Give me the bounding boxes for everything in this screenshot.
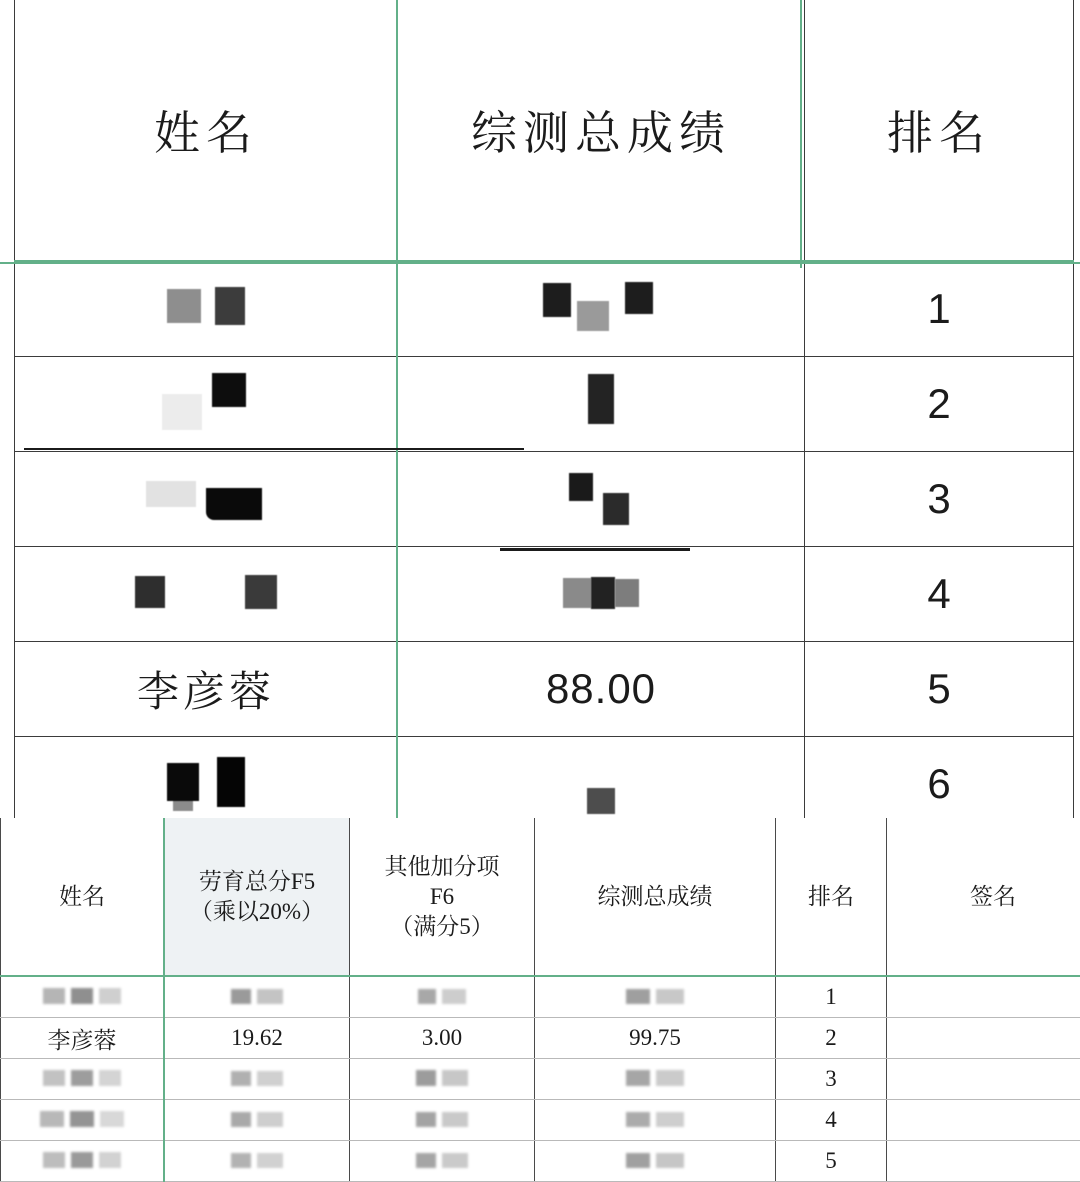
redaction-block	[167, 287, 245, 325]
redaction-block	[626, 1112, 684, 1127]
redaction-block	[43, 1152, 121, 1168]
scan-artifact-line	[500, 548, 690, 551]
cell-score-redacted	[398, 547, 805, 642]
detail-column-header-rank: 排名	[776, 818, 887, 976]
detail-cell-signature	[887, 1141, 1080, 1182]
redaction-block	[416, 1153, 468, 1168]
detail-cell-total: 99.75	[535, 1018, 776, 1059]
redaction-block	[43, 1070, 121, 1086]
table-row	[15, 357, 1074, 452]
redaction-block	[40, 1111, 124, 1127]
detail-cell-total-redacted	[535, 1059, 776, 1100]
detail-cell-rank: 2	[776, 1018, 887, 1059]
detail-cell-name-redacted	[1, 1059, 165, 1100]
detail-table-row	[1, 1141, 1080, 1182]
redaction-block	[167, 757, 245, 807]
scan-artifact-line	[24, 448, 524, 450]
detail-table-row	[1, 1100, 1080, 1141]
redaction-block	[418, 989, 466, 1004]
detail-cell-f6-redacted	[350, 1141, 535, 1182]
detail-cell-rank: 1	[776, 976, 887, 1018]
detail-cell-f6-redacted	[350, 1100, 535, 1141]
cell-rank: 6	[805, 737, 1074, 832]
detail-column-header-signature: 签名	[887, 818, 1080, 976]
labor-total-line2: （乘以20%）	[166, 897, 348, 927]
redaction-block	[543, 289, 659, 323]
redaction-block	[231, 1071, 283, 1086]
detail-column-header-total-score: 综测总成绩	[535, 818, 776, 976]
redaction-block	[231, 1112, 283, 1127]
detail-cell-name-redacted	[1, 1141, 165, 1182]
detail-table-container	[0, 818, 1080, 1173]
detail-cell-f5-redacted	[164, 1059, 350, 1100]
table-row	[15, 452, 1074, 547]
table-row	[15, 642, 1074, 737]
detail-cell-total-redacted	[535, 1100, 776, 1141]
cell-score-redacted	[398, 357, 805, 452]
cell-rank: 5	[805, 642, 1074, 737]
cell-name-redacted	[15, 547, 398, 642]
table-row	[15, 261, 1074, 357]
redaction-block	[626, 1070, 684, 1086]
redaction-block	[587, 772, 615, 798]
redaction-block	[563, 577, 639, 609]
cell-rank: 1	[805, 261, 1074, 357]
detail-table-header-row	[1, 818, 1080, 976]
detail-cell-rank: 5	[776, 1141, 887, 1182]
redaction-block	[416, 1070, 468, 1086]
detail-cell-name-redacted	[1, 1100, 165, 1141]
detail-table-row	[1, 1059, 1080, 1100]
vertical-divider-score-rank	[800, 0, 802, 268]
detail-cell-f6-redacted	[350, 1059, 535, 1100]
top-score-table	[14, 0, 1074, 832]
detail-cell-f5-redacted	[164, 976, 350, 1018]
redaction-block	[416, 1112, 468, 1127]
column-header-rank: 排名	[805, 0, 1074, 261]
detail-cell-rank: 4	[776, 1100, 887, 1141]
cell-rank: 4	[805, 547, 1074, 642]
detail-cell-f5: 19.62	[164, 1018, 350, 1059]
header-separator-line	[0, 262, 1080, 264]
labor-total-line1: 劳育总分F5	[166, 867, 348, 897]
redaction-block	[588, 374, 614, 424]
cell-score: 88.00	[398, 642, 805, 737]
detail-cell-total-redacted	[535, 1141, 776, 1182]
detail-cell-signature	[887, 1059, 1080, 1100]
detail-table-row	[1, 1018, 1080, 1059]
cell-name-redacted	[15, 357, 398, 452]
column-header-name: 姓名	[15, 0, 398, 261]
detail-cell-f6-redacted	[350, 976, 535, 1018]
redaction-block	[146, 484, 266, 516]
redaction-block	[135, 575, 277, 609]
redaction-block	[231, 989, 283, 1004]
redaction-block	[231, 1153, 283, 1168]
detail-column-header-name: 姓名	[1, 818, 165, 976]
redaction-block	[626, 1153, 684, 1168]
table-row	[15, 547, 1074, 642]
detail-column-header-other-bonus	[350, 818, 535, 976]
detail-cell-f5-redacted	[164, 1141, 350, 1182]
detail-cell-name: 李彦蓉	[1, 1018, 165, 1059]
cell-name: 李彦蓉	[15, 642, 398, 737]
detail-column-header-labor-total	[164, 818, 350, 976]
detail-cell-total-redacted	[535, 976, 776, 1018]
detail-cell-f5-redacted	[164, 1100, 350, 1141]
cell-rank: 3	[805, 452, 1074, 547]
cell-name-redacted	[15, 261, 398, 357]
detail-table	[0, 818, 1080, 1182]
redaction-block	[626, 989, 684, 1004]
detail-cell-signature	[887, 1100, 1080, 1141]
cell-rank: 2	[805, 357, 1074, 452]
cell-score-redacted	[398, 452, 805, 547]
redaction-block	[162, 382, 250, 418]
column-header-total-score: 综测总成绩	[398, 0, 805, 261]
other-bonus-line1: 其他加分项	[351, 852, 533, 882]
detail-cell-signature	[887, 1018, 1080, 1059]
detail-table-row	[1, 976, 1080, 1018]
other-bonus-line3: （满分5）	[351, 912, 533, 942]
detail-cell-signature	[887, 976, 1080, 1018]
other-bonus-line2: F6	[351, 882, 533, 912]
cell-score-redacted	[398, 261, 805, 357]
cell-name-redacted	[15, 452, 398, 547]
redaction-block	[43, 988, 121, 1004]
redaction-block	[569, 483, 633, 515]
detail-cell-name-redacted	[1, 976, 165, 1018]
vertical-divider-name-score	[396, 0, 398, 818]
table-header-row	[15, 0, 1074, 261]
detail-cell-f6: 3.00	[350, 1018, 535, 1059]
detail-cell-rank: 3	[776, 1059, 887, 1100]
